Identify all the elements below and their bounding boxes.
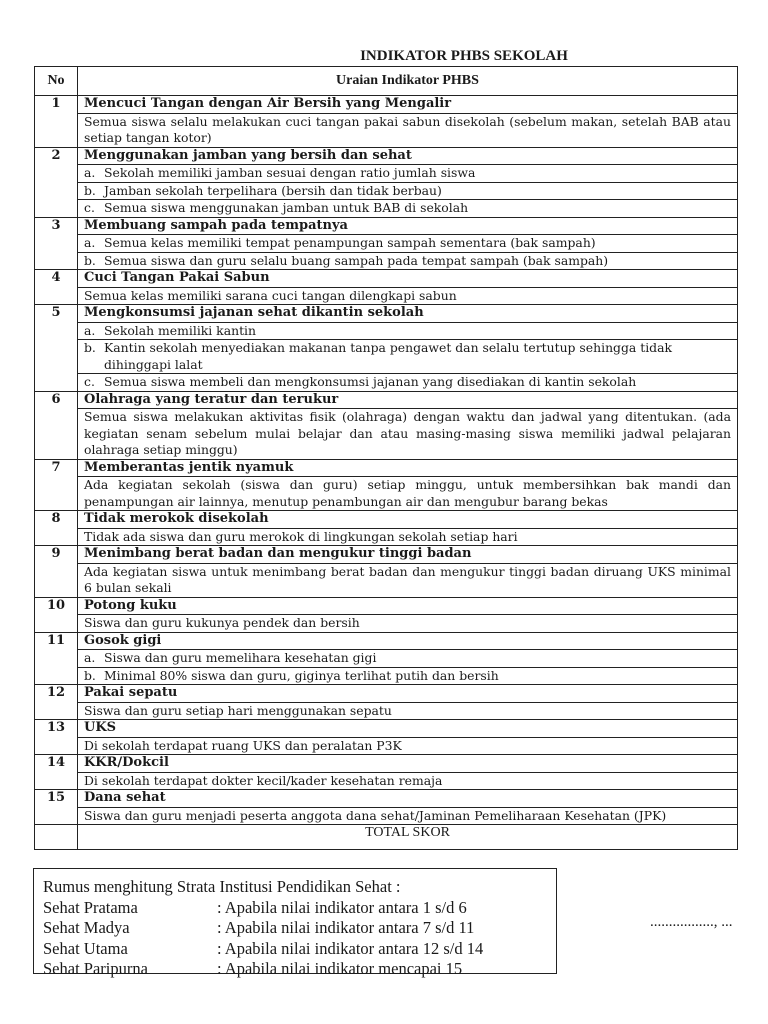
indicator-desc-row: [35, 477, 738, 511]
indicator-title: Membuang sampah pada tempatnya: [78, 217, 738, 235]
subitem-text: Sekolah memiliki kantin: [104, 322, 256, 338]
indicator-title: Mengkonsumsi jajanan sehat dikantin sekolah: [78, 305, 738, 323]
total-row: [35, 825, 738, 850]
indicator-subitem-row: [35, 322, 738, 340]
subitem-text: Semua siswa dan guru selalu buang sampah pada tempat sampah (bak sampah): [104, 252, 609, 268]
subitem-label: a.: [84, 235, 96, 250]
indicator-title: Dana sehat: [78, 790, 738, 808]
subitem-label: b.: [84, 340, 96, 355]
indicator-subitem-row: [35, 340, 738, 374]
indicator-title: Mencuci Tangan dengan Air Bersih yang Mengalir: [78, 96, 738, 114]
indicator-number: 13: [35, 720, 78, 755]
subitem-text: Minimal 80% siswa dan guru, giginya terlihat putih dan bersih: [104, 667, 499, 683]
strata-row: [43, 918, 556, 939]
indicator-description: Siswa dan guru setiap hari menggunakan sepatu: [78, 702, 738, 720]
signature-placeholder: ................., ...: [650, 914, 733, 930]
indicator-row: [35, 720, 738, 738]
indicator-row: [35, 597, 738, 615]
indicator-desc-row: [35, 737, 738, 755]
strata-value: : Apabila nilai indikator mencapai 15: [217, 959, 463, 978]
indicator-row: [35, 96, 738, 114]
indicator-title: Cuci Tangan Pakai Sabun: [78, 270, 738, 288]
indicator-description: Siswa dan guru menjadi peserta anggota dana sehat/Jaminan Pemeliharaan Kesehatan (JPK): [78, 807, 738, 825]
indicator-number: 9: [35, 546, 78, 598]
indicator-number: 12: [35, 685, 78, 720]
indicator-subitem: [78, 235, 738, 253]
indicator-desc-row: [35, 287, 738, 305]
document-title: INDIKATOR PHBS SEKOLAH: [360, 48, 568, 64]
indicator-title: Potong kuku: [78, 597, 738, 615]
indicator-description: Siswa dan guru kukunya pendek dan bersih: [78, 615, 738, 633]
indicator-title: Tidak merokok disekolah: [78, 511, 738, 529]
indicator-subitem-row: [35, 182, 738, 200]
indicator-row: [35, 270, 738, 288]
indicator-subitem-row: [35, 235, 738, 253]
indicator-row: [35, 459, 738, 477]
table-header-row: [35, 67, 738, 96]
indicator-table: [34, 66, 738, 850]
indicator-desc-row: [35, 702, 738, 720]
indicator-subitem: [78, 340, 738, 374]
indicator-title: UKS: [78, 720, 738, 738]
indicator-description: Di sekolah terdapat ruang UKS dan peralatan P3K: [78, 737, 738, 755]
indicator-desc-row: [35, 807, 738, 825]
indicator-description: Semua siswa melakukan aktivitas fisik (olahraga) dengan waktu dan jadwal yang ditentukan. (ada kegiatan senam sebelum mulai belajar dan atau masing-masing siswa memiliki jadwal pelajaran olahraga setiap minggu): [78, 409, 738, 460]
subitem-label: a.: [84, 322, 96, 338]
indicator-number: 7: [35, 459, 78, 511]
indicator-subitem-row: [35, 165, 738, 183]
subitem-text: Semua kelas memiliki tempat penampungan sampah sementara (bak sampah): [104, 235, 596, 250]
indicator-row: [35, 391, 738, 409]
subitem-label: b.: [84, 182, 96, 198]
total-label: TOTAL SKOR: [78, 825, 738, 850]
header-uraian: Uraian Indikator PHBS: [78, 67, 738, 96]
indicator-row: [35, 685, 738, 703]
indicator-number: 1: [35, 96, 78, 148]
indicator-title: Menggunakan jamban yang bersih dan sehat: [78, 147, 738, 165]
subitem-label: b.: [84, 252, 96, 268]
indicator-subitem-row: [35, 650, 738, 668]
strata-value: : Apabila nilai indikator antara 12 s/d 14: [217, 938, 484, 958]
indicator-row: [35, 511, 738, 529]
indicator-number: 6: [35, 391, 78, 459]
indicator-row: [35, 632, 738, 650]
indicator-number: 8: [35, 511, 78, 546]
subitem-label: c.: [84, 374, 95, 389]
formula-title: Rumus menghitung Strata Institusi Pendidikan Sehat :: [43, 877, 401, 896]
total-empty-cell: [35, 825, 78, 850]
indicator-title: Pakai sepatu: [78, 685, 738, 703]
subitem-text: Siswa dan guru memelihara kesehatan gigi: [104, 650, 377, 665]
strata-label: Sehat Paripurna: [43, 959, 148, 978]
subitem-label: a.: [84, 165, 96, 180]
indicator-number: 2: [35, 147, 78, 217]
strata-label: Sehat Utama: [43, 938, 128, 958]
indicator-desc-row: [35, 409, 738, 460]
strata-row: [43, 898, 556, 919]
indicator-title: Menimbang berat badan dan mengukur tinggi badan: [78, 546, 738, 564]
indicator-subitem: [78, 374, 738, 392]
indicator-number: 14: [35, 755, 78, 790]
strata-label: Sehat Madya: [43, 918, 130, 937]
indicator-row: [35, 305, 738, 323]
strata-row: [43, 939, 556, 960]
indicator-description: Semua kelas memiliki sarana cuci tangan dilengkapi sabun: [78, 287, 738, 305]
indicator-number: 15: [35, 790, 78, 825]
indicator-desc-row: [35, 528, 738, 546]
indicator-number: 5: [35, 305, 78, 392]
strata-row: [43, 959, 556, 980]
indicator-number: 4: [35, 270, 78, 305]
indicator-desc-row: [35, 615, 738, 633]
indicator-subitem-row: [35, 252, 738, 270]
indicator-subitem: [78, 165, 738, 183]
indicator-subitem-row: [35, 200, 738, 218]
subitem-label: c.: [84, 200, 95, 215]
subitem-text: Jamban sekolah terpelihara (bersih dan tidak berbau): [104, 182, 442, 198]
indicator-title: Memberantas jentik nyamuk: [78, 459, 738, 477]
strata-label: Sehat Pratama: [43, 897, 138, 917]
indicator-row: [35, 790, 738, 808]
indicator-desc-row: [35, 113, 738, 147]
header-no: No: [35, 67, 78, 96]
indicator-title: Olahraga yang teratur dan terukur: [78, 391, 738, 409]
table-body: [35, 96, 738, 825]
indicator-number: 10: [35, 597, 78, 632]
subitem-text: Semua siswa membeli dan mengkonsumsi jajanan yang disediakan di kantin sekolah: [104, 374, 637, 389]
indicator-description: Di sekolah terdapat dokter kecil/kader kesehatan remaja: [78, 772, 738, 790]
indicator-desc-row: [35, 563, 738, 597]
subitem-text: Semua siswa menggunakan jamban untuk BAB di sekolah: [104, 200, 469, 215]
indicator-description: Ada kegiatan siswa untuk menimbang berat badan dan mengukur tinggi badan diruang UKS minimal 6 bulan sekali: [78, 563, 738, 597]
indicator-subitem: [78, 200, 738, 218]
indicator-desc-row: [35, 772, 738, 790]
indicator-title: KKR/Dokcil: [78, 755, 738, 773]
indicator-subitem-row: [35, 667, 738, 685]
indicator-row: [35, 546, 738, 564]
indicator-row: [35, 755, 738, 773]
indicator-description: Ada kegiatan sekolah (siswa dan guru) setiap minggu, untuk membersihkan bak mandi dan penampungan air lainnya, menutup penambungan air dan mengubur barang bekas: [78, 477, 738, 511]
indicator-subitem: [78, 252, 738, 270]
indicator-number: 3: [35, 217, 78, 270]
indicator-subitem: [78, 650, 738, 668]
indicator-row: [35, 217, 738, 235]
indicator-description: Semua siswa selalu melakukan cuci tangan pakai sabun disekolah (sebelum makan, setelah BAB atau setiap tangan kotor): [78, 113, 738, 147]
strata-value: : Apabila nilai indikator antara 7 s/d 11: [217, 918, 475, 937]
indicator-subitem: [78, 322, 738, 340]
indicator-description: Tidak ada siswa dan guru merokok di lingkungan sekolah setiap hari: [78, 528, 738, 546]
subitem-text: Sekolah memiliki jamban sesuai dengan ratio jumlah siswa: [104, 165, 476, 180]
subitem-label: b.: [84, 667, 96, 683]
strata-formula-box: [33, 868, 557, 978]
indicator-subitem: [78, 667, 738, 685]
subitem-label: a.: [84, 650, 96, 665]
indicator-number: 11: [35, 632, 78, 685]
indicator-subitem-row: [35, 374, 738, 392]
subitem-text: Kantin sekolah menyediakan makanan tanpa pengawet dan selalu tertutup sehingga tidak dihinggapi lalat: [104, 340, 673, 372]
indicator-row: [35, 147, 738, 165]
indicator-subitem: [78, 182, 738, 200]
indicator-title: Gosok gigi: [78, 632, 738, 650]
strata-value: : Apabila nilai indikator antara 1 s/d 6: [217, 897, 467, 917]
